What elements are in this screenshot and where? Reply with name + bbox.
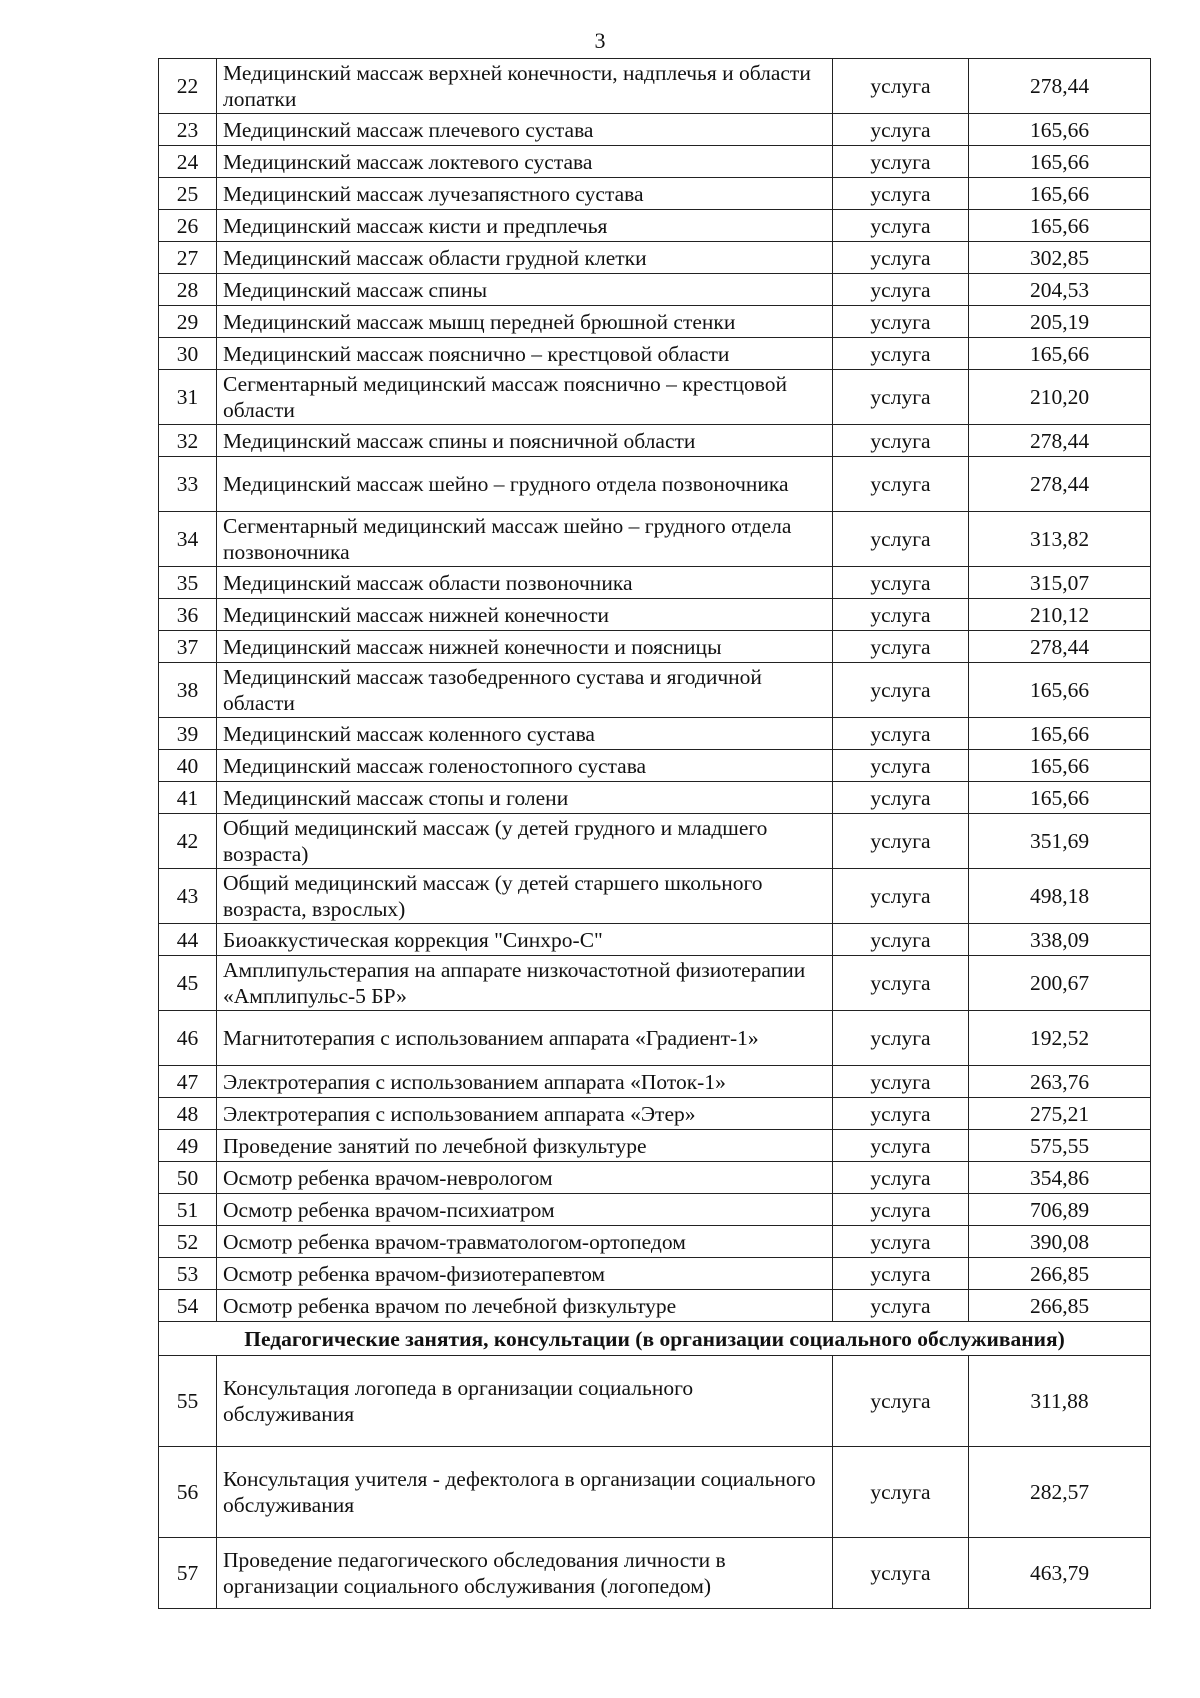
row-number: 36 [159, 599, 217, 631]
unit-cell: услуга [833, 1356, 969, 1447]
service-name: Медицинский массаж стопы и голени [217, 782, 833, 814]
price-cell: 165,66 [969, 338, 1151, 370]
row-number: 49 [159, 1130, 217, 1162]
table-row [159, 1290, 1151, 1322]
service-name: Медицинский массаж кисти и предплечья [217, 210, 833, 242]
unit-cell: услуга [833, 1130, 969, 1162]
row-number: 35 [159, 567, 217, 599]
table-row [159, 306, 1151, 338]
table-body-medical [159, 59, 1151, 1322]
service-name: Медицинский массаж области грудной клетки [217, 242, 833, 274]
service-name: Проведение педагогического обследования личности в организации социального обслуживания (логопедом) [217, 1538, 833, 1609]
unit-cell: услуга [833, 924, 969, 956]
service-name: Электротерапия с использованием аппарата «Этер» [217, 1098, 833, 1130]
service-name: Общий медицинский массаж (у детей старшего школьного возраста, взрослых) [217, 869, 833, 924]
service-name: Общий медицинский массаж (у детей грудного и младшего возраста) [217, 814, 833, 869]
unit-cell: услуга [833, 718, 969, 750]
table-row [159, 146, 1151, 178]
row-number: 43 [159, 869, 217, 924]
row-number: 38 [159, 663, 217, 718]
service-name: Медицинский массаж лучезапястного сустава [217, 178, 833, 210]
row-number: 22 [159, 59, 217, 114]
unit-cell: услуга [833, 750, 969, 782]
unit-cell: услуга [833, 663, 969, 718]
price-cell: 278,44 [969, 59, 1151, 114]
table-row [159, 1194, 1151, 1226]
service-name: Медицинский массаж мышц передней брюшной стенки [217, 306, 833, 338]
price-cell: 354,86 [969, 1162, 1151, 1194]
section-title: Педагогические занятия, консультации (в организации социального обслуживания) [159, 1322, 1151, 1356]
service-name: Медицинский массаж тазобедренного сустава и ягодичной области [217, 663, 833, 718]
table-row [159, 718, 1151, 750]
unit-cell: услуга [833, 457, 969, 512]
row-number: 28 [159, 274, 217, 306]
price-cell: 165,66 [969, 146, 1151, 178]
row-number: 44 [159, 924, 217, 956]
table-row [159, 1226, 1151, 1258]
table-row [159, 1011, 1151, 1066]
table-row [159, 210, 1151, 242]
table-row [159, 1258, 1151, 1290]
service-name: Сегментарный медицинский массаж шейно – грудного отдела позвоночника [217, 512, 833, 567]
service-name: Медицинский массаж плечевого сустава [217, 114, 833, 146]
price-cell: 165,66 [969, 750, 1151, 782]
row-number: 29 [159, 306, 217, 338]
price-cell: 498,18 [969, 869, 1151, 924]
unit-cell: услуга [833, 178, 969, 210]
price-cell: 275,21 [969, 1098, 1151, 1130]
unit-cell: услуга [833, 274, 969, 306]
row-number: 30 [159, 338, 217, 370]
price-cell: 575,55 [969, 1130, 1151, 1162]
service-name: Электротерапия с использованием аппарата «Поток-1» [217, 1066, 833, 1098]
unit-cell: услуга [833, 1290, 969, 1322]
price-cell: 204,53 [969, 274, 1151, 306]
unit-cell: услуга [833, 114, 969, 146]
service-name: Осмотр ребенка врачом-неврологом [217, 1162, 833, 1194]
row-number: 42 [159, 814, 217, 869]
table-row [159, 599, 1151, 631]
row-number: 33 [159, 457, 217, 512]
price-cell: 390,08 [969, 1226, 1151, 1258]
service-name: Медицинский массаж области позвоночника [217, 567, 833, 599]
table-body-pedagogical [159, 1356, 1151, 1609]
unit-cell: услуга [833, 814, 969, 869]
service-name: Медицинский массаж спины и поясничной области [217, 425, 833, 457]
row-number: 39 [159, 718, 217, 750]
unit-cell: услуга [833, 631, 969, 663]
table-row [159, 750, 1151, 782]
unit-cell: услуга [833, 512, 969, 567]
price-cell: 165,66 [969, 663, 1151, 718]
unit-cell: услуга [833, 1258, 969, 1290]
row-number: 51 [159, 1194, 217, 1226]
row-number: 32 [159, 425, 217, 457]
service-name: Осмотр ребенка врачом-физиотерапевтом [217, 1258, 833, 1290]
row-number: 46 [159, 1011, 217, 1066]
unit-cell: услуга [833, 782, 969, 814]
unit-cell: услуга [833, 306, 969, 338]
service-name: Медицинский массаж спины [217, 274, 833, 306]
unit-cell: услуга [833, 956, 969, 1011]
table-row [159, 869, 1151, 924]
price-cell: 282,57 [969, 1447, 1151, 1538]
table-row [159, 1356, 1151, 1447]
price-cell: 165,66 [969, 178, 1151, 210]
row-number: 23 [159, 114, 217, 146]
row-number: 40 [159, 750, 217, 782]
service-name: Медицинский массаж верхней конечности, надплечья и области лопатки [217, 59, 833, 114]
price-cell: 266,85 [969, 1258, 1151, 1290]
price-cell: 200,67 [969, 956, 1151, 1011]
row-number: 37 [159, 631, 217, 663]
unit-cell: услуга [833, 599, 969, 631]
service-name: Медицинский массаж пояснично – крестцовой области [217, 338, 833, 370]
table-row [159, 114, 1151, 146]
service-name: Медицинский массаж голеностопного сустава [217, 750, 833, 782]
row-number: 31 [159, 370, 217, 425]
row-number: 50 [159, 1162, 217, 1194]
price-cell: 165,66 [969, 718, 1151, 750]
table-row [159, 512, 1151, 567]
unit-cell: услуга [833, 425, 969, 457]
row-number: 41 [159, 782, 217, 814]
table-row [159, 242, 1151, 274]
service-name: Консультация учителя - дефектолога в организации социального обслуживания [217, 1447, 833, 1538]
unit-cell: услуга [833, 1011, 969, 1066]
table-row [159, 567, 1151, 599]
service-name: Амплипульстерапия на аппарате низкочастотной физиотерапии «Амплипульс-5 БР» [217, 956, 833, 1011]
row-number: 45 [159, 956, 217, 1011]
table-row [159, 274, 1151, 306]
unit-cell: услуга [833, 1162, 969, 1194]
price-cell: 278,44 [969, 425, 1151, 457]
table-row [159, 178, 1151, 210]
row-number: 52 [159, 1226, 217, 1258]
unit-cell: услуга [833, 1194, 969, 1226]
price-cell: 205,19 [969, 306, 1151, 338]
price-cell: 165,66 [969, 782, 1151, 814]
price-cell: 165,66 [969, 114, 1151, 146]
section-header-row [159, 1322, 1151, 1356]
row-number: 56 [159, 1447, 217, 1538]
page-number: 3 [594, 28, 606, 53]
price-cell: 278,44 [969, 631, 1151, 663]
price-cell: 338,09 [969, 924, 1151, 956]
service-name: Осмотр ребенка врачом-психиатром [217, 1194, 833, 1226]
service-name: Осмотр ребенка врачом по лечебной физкультуре [217, 1290, 833, 1322]
unit-cell: услуга [833, 242, 969, 274]
price-cell: 313,82 [969, 512, 1151, 567]
price-cell: 192,52 [969, 1011, 1151, 1066]
unit-cell: услуга [833, 1226, 969, 1258]
service-name: Медицинский массаж локтевого сустава [217, 146, 833, 178]
service-name: Медицинский массаж нижней конечности и поясницы [217, 631, 833, 663]
table-row [159, 370, 1151, 425]
price-cell: 263,76 [969, 1066, 1151, 1098]
service-name: Сегментарный медицинский массаж пояснично – крестцовой области [217, 370, 833, 425]
service-name: Консультация логопеда в организации социального обслуживания [217, 1356, 833, 1447]
service-name: Проведение занятий по лечебной физкультуре [217, 1130, 833, 1162]
price-cell: 278,44 [969, 457, 1151, 512]
row-number: 24 [159, 146, 217, 178]
row-number: 57 [159, 1538, 217, 1609]
row-number: 53 [159, 1258, 217, 1290]
unit-cell: услуга [833, 567, 969, 599]
service-name: Магнитотерапия с использованием аппарата «Градиент-1» [217, 1011, 833, 1066]
row-number: 48 [159, 1098, 217, 1130]
table-row [159, 631, 1151, 663]
table-row [159, 814, 1151, 869]
unit-cell: услуга [833, 338, 969, 370]
unit-cell: услуга [833, 210, 969, 242]
row-number: 47 [159, 1066, 217, 1098]
table-row [159, 425, 1151, 457]
table-row [159, 457, 1151, 512]
row-number: 54 [159, 1290, 217, 1322]
table-row [159, 782, 1151, 814]
price-cell: 311,88 [969, 1356, 1151, 1447]
service-name: Биоаккустическая коррекция "Синхро-С" [217, 924, 833, 956]
price-cell: 210,12 [969, 599, 1151, 631]
table-row [159, 1162, 1151, 1194]
unit-cell: услуга [833, 146, 969, 178]
price-cell: 463,79 [969, 1538, 1151, 1609]
unit-cell: услуга [833, 1066, 969, 1098]
table-row [159, 1066, 1151, 1098]
unit-cell: услуга [833, 1538, 969, 1609]
service-name: Медицинский массаж коленного сустава [217, 718, 833, 750]
table-row [159, 338, 1151, 370]
price-cell: 706,89 [969, 1194, 1151, 1226]
price-cell: 315,07 [969, 567, 1151, 599]
price-cell: 351,69 [969, 814, 1151, 869]
price-cell: 210,20 [969, 370, 1151, 425]
service-name: Медицинский массаж шейно – грудного отдела позвоночника [217, 457, 833, 512]
table-row [159, 956, 1151, 1011]
table-row [159, 1130, 1151, 1162]
row-number: 26 [159, 210, 217, 242]
service-name: Осмотр ребенка врачом-травматологом-ортопедом [217, 1226, 833, 1258]
table-row [159, 663, 1151, 718]
table-row [159, 59, 1151, 114]
unit-cell: услуга [833, 869, 969, 924]
services-price-table [158, 58, 1151, 1609]
row-number: 55 [159, 1356, 217, 1447]
unit-cell: услуга [833, 370, 969, 425]
price-cell: 302,85 [969, 242, 1151, 274]
table-row [159, 924, 1151, 956]
service-name: Медицинский массаж нижней конечности [217, 599, 833, 631]
row-number: 25 [159, 178, 217, 210]
price-cell: 165,66 [969, 210, 1151, 242]
price-cell: 266,85 [969, 1290, 1151, 1322]
unit-cell: услуга [833, 59, 969, 114]
unit-cell: услуга [833, 1098, 969, 1130]
unit-cell: услуга [833, 1447, 969, 1538]
table-row [159, 1098, 1151, 1130]
table-row [159, 1447, 1151, 1538]
row-number: 27 [159, 242, 217, 274]
row-number: 34 [159, 512, 217, 567]
table-row [159, 1538, 1151, 1609]
